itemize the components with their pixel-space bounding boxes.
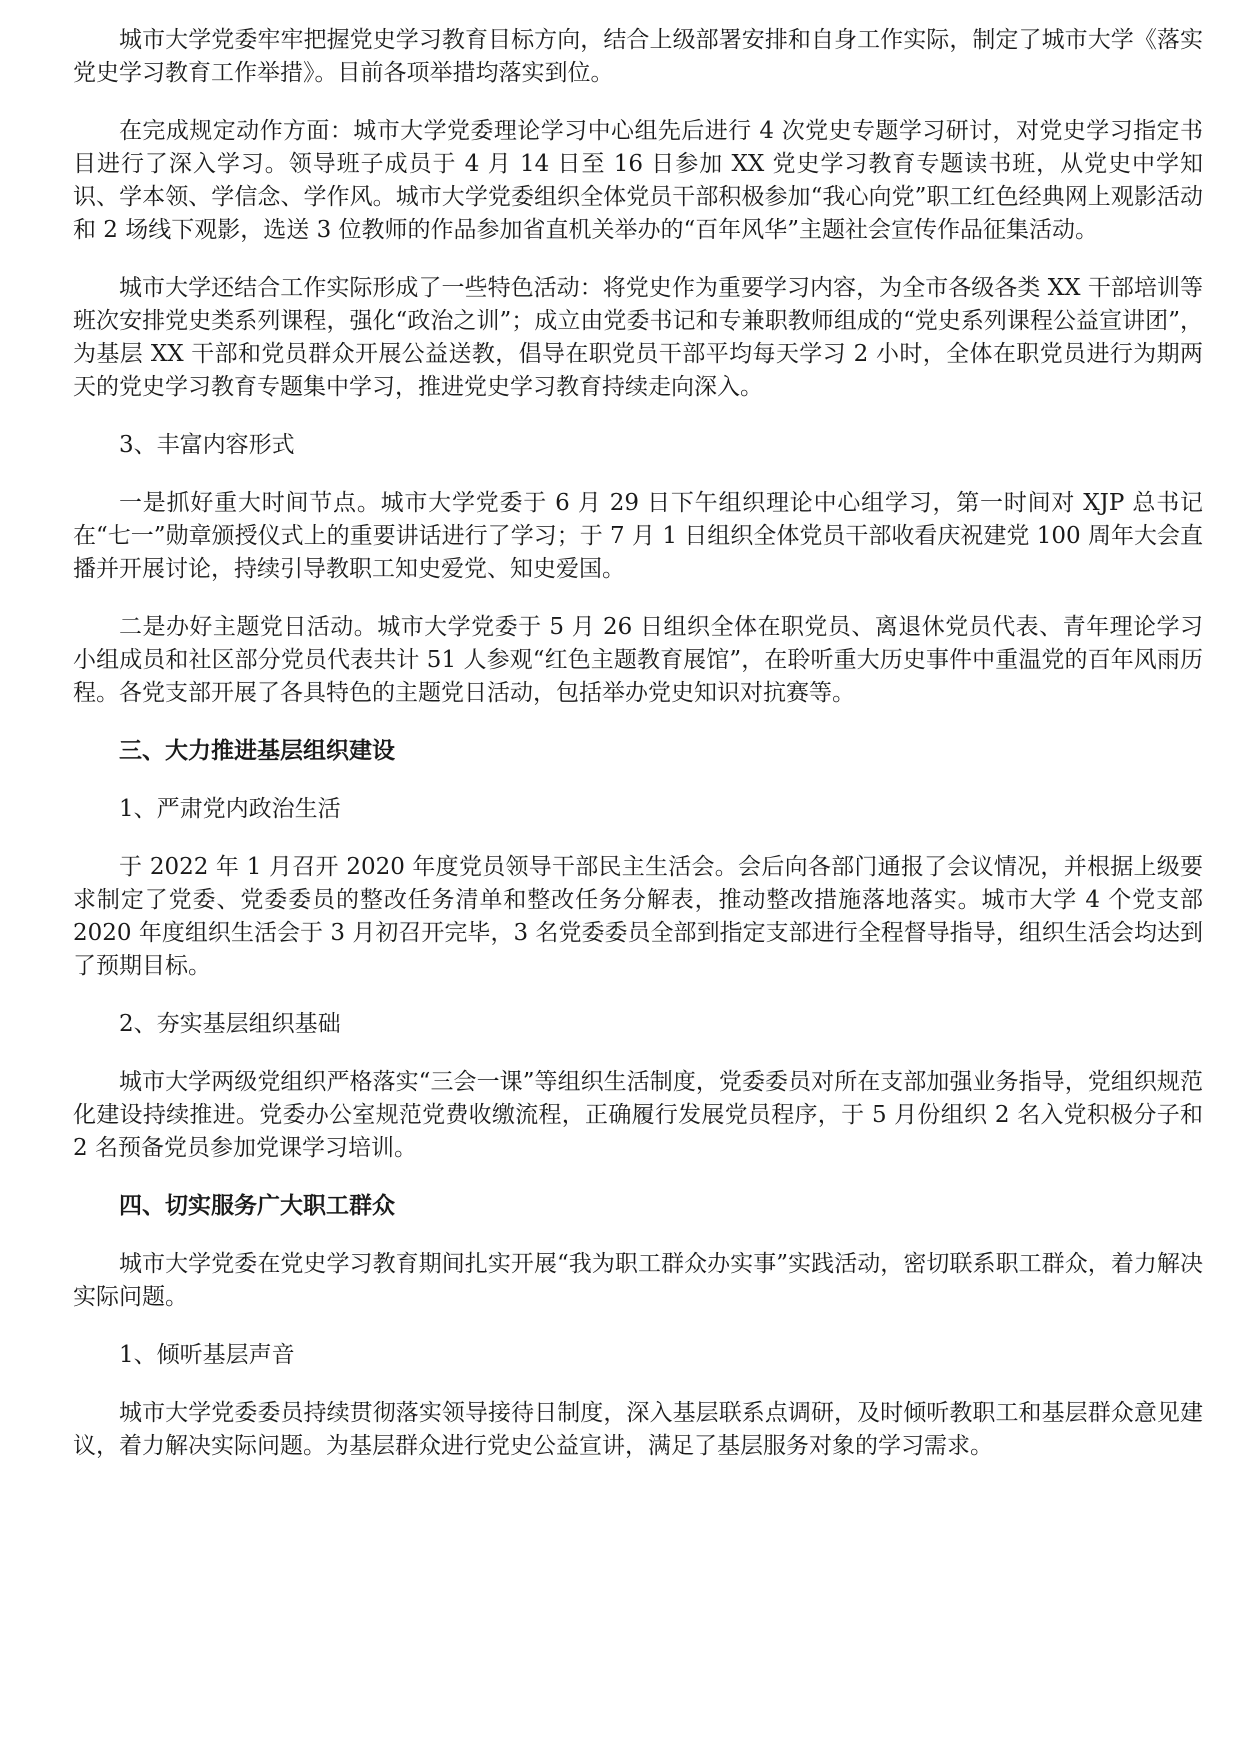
section-heading-grassroots-organization: 三、大力推进基层组织建设 xyxy=(119,738,395,764)
paragraph-practical-matters: 城市大学党委在党史学习教育期间扎实开展“我为职工群众办实事”实践活动，密切联系职工群众，着力解决实际问题。 xyxy=(73,1251,1203,1310)
section-heading-serve-staff: 四、切实服务广大职工群众 xyxy=(119,1193,395,1219)
paragraph-key-dates: 一是抓好重大时间节点。城市大学党委于 6 月 29 日下午组织理论中心组学习，第一时间对 XJP 总书记在“七一”勋章颁授仪式上的重要讲话进行了学习；于 7 月 1 日组织全体党员干部收看庆祝建党 100 周年大会直播并开展讨论，持续引导教职工知史爱党、知史爱国。 xyxy=(73,490,1203,582)
paragraph-theme-party-day: 二是办好主题党日活动。城市大学党委于 5 月 26 日组织全体在职党员、离退休党员代表、青年理论学习小组成员和社区部分党员代表共计 51 人参观“红色主题教育展馆”，在聆听重大历史事件中重温党的百年风雨历程。各党支部开展了各具特色的主题党日活动，包括举办党史知识对抗赛等。 xyxy=(73,614,1203,706)
paragraph-implementation-measures: 城市大学党委牢牢把握党史学习教育目标方向，结合上级部署安排和自身工作实际，制定了城市大学《落实党史学习教育工作举措》。目前各项举措均落实到位。 xyxy=(73,27,1203,86)
paragraph-reception-day: 城市大学党委委员持续贯彻落实领导接待日制度，深入基层联系点调研，及时倾听教职工和基层群众意见建议，着力解决实际问题。为基层群众进行党史公益宣讲，满足了基层服务对象的学习需求。 xyxy=(73,1400,1203,1459)
subheading-listen-grassroots: 1、倾听基层声音 xyxy=(119,1342,295,1368)
document-body xyxy=(73,24,1203,1488)
paragraph-featured-activities: 城市大学还结合工作实际形成了一些特色活动：将党史作为重要学习内容，为全市各级各类 XX 干部培训等班次安排党史类系列课程，强化“政治之训”；成立由党委书记和专兼职教师组成的“党史系列课程公益宣讲团”，为基层 XX 干部和党员群众开展公益送教，倡导在职党员干部平均每天学习 2 小时，全体在职党员进行为期两天的党史学习教育专题集中学习，推进党史学习教育持续走向深入。 xyxy=(73,275,1203,400)
paragraph-required-actions: 在完成规定动作方面：城市大学党委理论学习中心组先后进行 4 次党史专题学习研讨，对党史学习指定书目进行了深入学习。领导班子成员于 4 月 14 日至 16 日参加 XX 党史学习教育专题读书班，从党史中学知识、学本领、学信念、学作风。城市大学党委组织全体党员干部积极参加“我心向党”职工红色经典网上观影活动和 2 场线下观影，选送 3 位教师的作品参加省直机关举办的“百年风华”主题社会宣传作品征集活动。 xyxy=(73,118,1203,243)
paragraph-organization-system: 城市大学两级党组织严格落实“三会一课”等组织生活制度，党委委员对所在支部加强业务指导，党组织规范化建设持续推进。党委办公室规范党费收缴流程，正确履行发展党员程序，于 5 月份组织 2 名入党积极分子和 2 名预备党员参加党课学习培训。 xyxy=(73,1069,1203,1161)
subheading-political-life: 1、严肃党内政治生活 xyxy=(119,796,341,822)
paragraph-democratic-life-meeting: 于 2022 年 1 月召开 2020 年度党员领导干部民主生活会。会后向各部门通报了会议情况，并根据上级要求制定了党委、党委委员的整改任务清单和整改任务分解表，推动整改措施落地落实。城市大学 4 个党支部 2020 年度组织生活会于 3 月初召开完毕，3 名党委委员全部到指定支部进行全程督导指导，组织生活会均达到了预期目标。 xyxy=(73,854,1203,979)
subheading-strengthen-foundation: 2、夯实基层组织基础 xyxy=(119,1011,341,1037)
subheading-enrich-content: 3、丰富内容形式 xyxy=(119,432,295,458)
